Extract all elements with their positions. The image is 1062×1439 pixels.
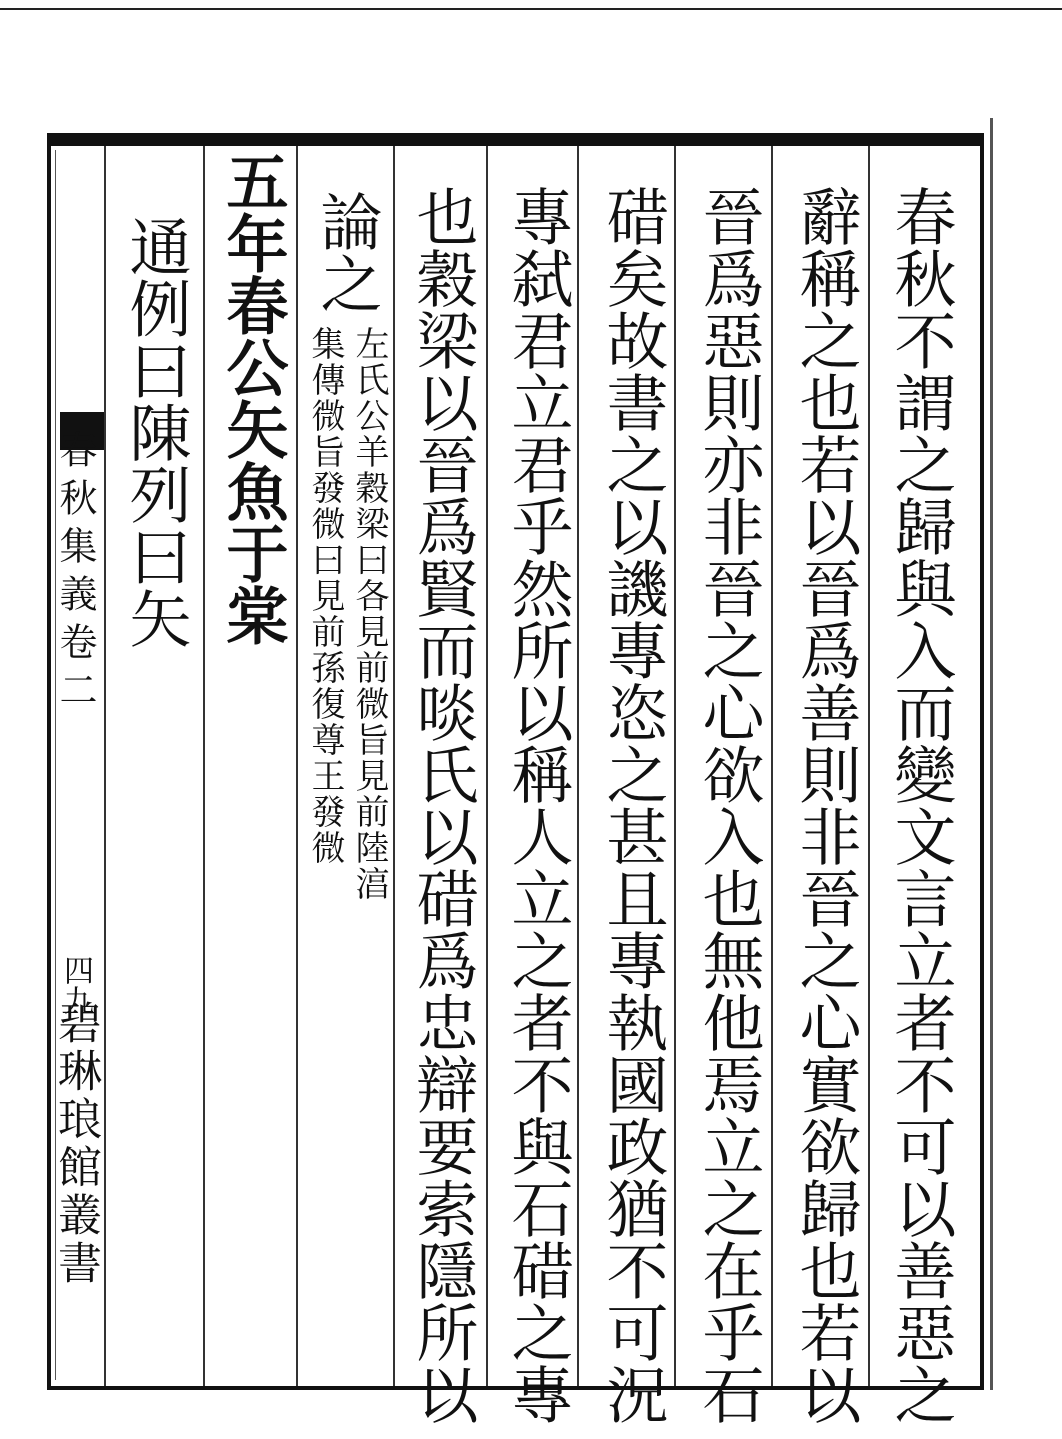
text-column-last: 通例曰陳列曰矢 [119, 215, 192, 649]
column-rule [486, 146, 488, 1386]
margin-series-name: 碧琳琅館叢書 [50, 1000, 101, 1288]
column-rule [203, 146, 205, 1386]
column-rule [674, 146, 676, 1386]
text-column-3: 晉爲惡則亦非晉之心欲入也無他焉立之在乎石 [692, 185, 765, 1425]
column-rule [296, 146, 298, 1386]
frame-outer-right-line [990, 118, 993, 1390]
text-column-5: 專弑君立君乎然所以稱人立之者不與石碏之專 [501, 185, 574, 1425]
margin-book-title: 春秋集義卷二 [53, 430, 97, 718]
text-column-4: 碏矣故書之以譏專恣之甚且專執國政猶不可況 [596, 185, 669, 1425]
column-rule [771, 146, 773, 1386]
column-rule [868, 146, 870, 1386]
text-column-6: 也穀梁以晉爲賢而啖氏以碏爲忠辯要索隱所以 [406, 185, 479, 1425]
column-rule [393, 146, 395, 1386]
margin-page-number: 四九 [58, 955, 93, 1015]
top-rule [0, 8, 1062, 10]
year-heading: 五年春公矢魚于棠 [216, 150, 289, 646]
text-column-2: 辭稱之也若以晉爲善則非晉之心實欲歸也若以 [789, 185, 862, 1425]
text-column-1: 春秋不謂之歸與入而變文言立者不可以善惡之 [884, 185, 957, 1425]
column-rule [577, 146, 579, 1386]
lun-main-text: 論之 [310, 190, 383, 314]
note-right-line: 左氏公羊穀梁曰各見前微旨見前陸湻 [349, 326, 389, 902]
note-left-line: 集傳微旨發微曰見前孫復尊王發微 [305, 326, 345, 866]
